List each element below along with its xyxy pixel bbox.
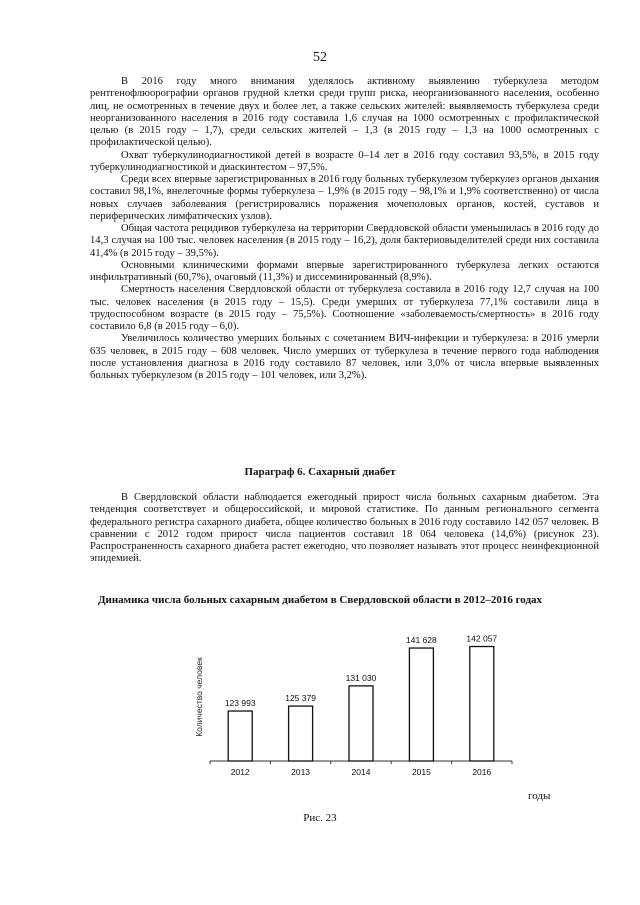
paragraph: Охват туберкулинодиагностикой детей в возрасте 0–14 лет в 2016 году составил 93,5%, в 2015 году туберкулинодиагностикой и диаскинтестом – 97,5%. [90, 149, 599, 173]
body-text [90, 76, 599, 382]
bar-chart [180, 622, 520, 784]
bar-2012 [228, 711, 252, 761]
chart-title: Динамика числа больных сахарным диабетом в Свердловской области в 2012–2016 годах [97, 594, 543, 606]
paragraph: Смертность населения Свердловской области от туберкулеза составила в 2016 году 12,7 случая на 100 тыс. человек населения (в 2015 году – 15,5). Среди умерших от туберкулеза 77,1% составили лица в трудоспособном возрасте (в 2015 году – 75,5%). Соотношение «заболеваемость/смертность» в 2016 году составило 6,8 (в 2015 году – 6,0). [90, 284, 599, 332]
paragraph: Основными клиническими формами впервые зарегистрированного туберкулеза легких остаются инфильтративный (60,7%), очаговый (11,3%) и диссеминированный (8,9%). [90, 259, 599, 283]
data-label-2013: 125 379 [285, 693, 316, 704]
section-text [90, 492, 599, 566]
paragraph: Общая частота рецидивов туберкулеза на территории Свердловской области уменьшилась в 2016 году до 14,3 случая на 100 тыс. человек населения (в 2015 году – 16,2), доля бактериовыделителей среди них составила 41,4% (в 2015 году – 39,5%). [90, 223, 599, 259]
bar-2013 [289, 706, 313, 761]
paragraph: В 2016 году много внимания уделялось активному выявлению туберкулеза методом рентгенофлюорографии органов грудной клетки среди групп риска, неорганизованного населения, особенно лиц, не осмотренных в течение двух и более лет, а также сельских жителей: выявляемость туберкулеза среди неорганизованного населения в 2016 году составила 1,6 случая на 1000 осмотренных с профилактической целью (в 2015 году – 1,7), среди сельских жителей – 1,3 (в 2015 году – 1,3 на 1000 осмотренных с профилактической целью). [90, 76, 599, 149]
data-label-2014: 131 030 [345, 672, 377, 683]
x-tick-label-2014: 2014 [351, 767, 371, 777]
figure-caption: Рис. 23 [303, 812, 337, 824]
x-axis-unit-label: годы [528, 790, 551, 802]
x-tick-label-2015: 2015 [411, 767, 431, 777]
data-label-2016: 142 057 [466, 633, 498, 644]
paragraph: В Свердловской области наблюдается ежегодный прирост числа больных сахарным диабетом. Эта тенденция соответствует и общероссийской, и мировой статистике. По данным регионального сегмента федерального регистра сахарного диабета, общее количество больных в 2016 году составило 142 057 человек. В сравнении с 2012 годом прирост числа пациентов составил 18 064 человека (14,6%) (рисунок 23). Распространенность сахарного диабета растет ежегодно, что позволяет называть этот процесс неинфекционной эпидемией. [90, 492, 599, 565]
data-label-2012: 123 993 [224, 698, 256, 709]
data-label-2015: 141 628 [406, 635, 437, 646]
y-axis-label: Количество человек [194, 657, 204, 737]
x-tick-label-2012: 2012 [230, 767, 250, 777]
paragraph: Увеличилось количество умерших больных с сочетанием ВИЧ-инфекции и туберкулеза: в 2016 умерли 635 человек, в 2015 году – 608 человек. Число умерших от туберкулеза в течение первого года наблюдения после установления диагноза в 2016 году составило 87 человек, или 3,0% от числа впервые выявленных больных туберкулезом (в 2015 году – 101 человек, или 3,2%). [90, 333, 599, 381]
x-tick-label-2013: 2013 [291, 767, 311, 777]
bar-2016 [470, 647, 494, 761]
section-heading: Параграф 6. Сахарный диабет [244, 466, 396, 478]
page-number: 52 [313, 50, 327, 65]
bar-2015 [409, 648, 433, 761]
bar-2014 [349, 686, 373, 761]
paragraph: Среди всех впервые зарегистрированных в 2016 году больных туберкулезом туберкулез органов дыхания составил 98,1%, внелегочные формы туберкулеза – 1,9% (в 2015 году – 98,1% и 1,9% соответственно) от числа новых случаев заболевания (регистрировались поражения мочеполовых органов, костей, суставов и периферических лимфатических узлов). [90, 174, 599, 222]
x-tick-label-2016: 2016 [472, 767, 492, 777]
